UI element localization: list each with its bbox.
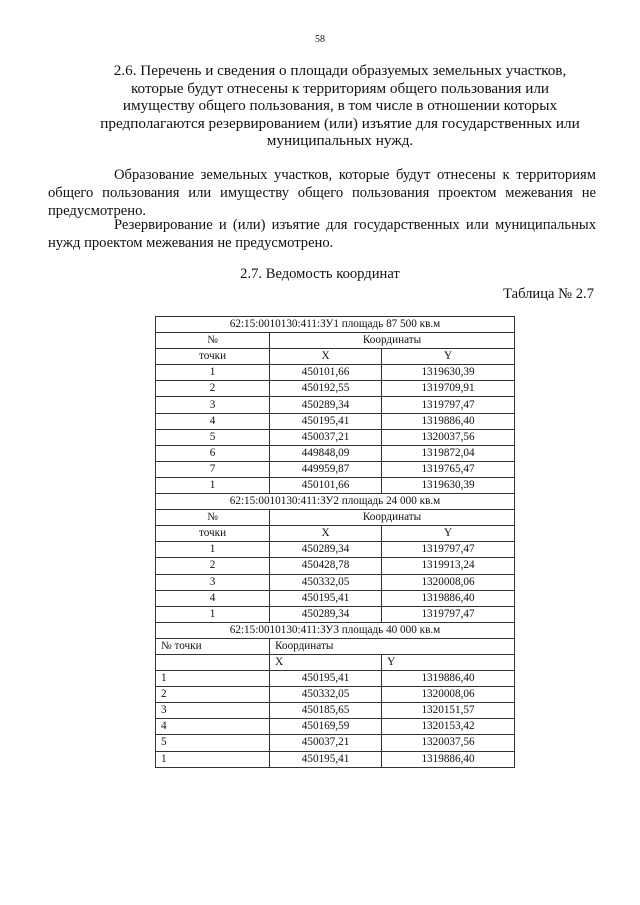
header-row <box>156 349 515 365</box>
point-number-cell: 4 <box>156 413 270 429</box>
table-row <box>156 445 515 461</box>
paragraph-formation: Образование земельных участков, которые будут отнесены к территориям общего пользования или имуществу общего пользования проектом межевания не предусмотрено. <box>48 167 596 219</box>
plot-title-row <box>156 317 515 333</box>
point-number-cell: 2 <box>156 687 270 703</box>
plot-title: 62:15:0010130:411:ЗУ1 площадь 87 500 кв.м <box>156 317 515 333</box>
table-row <box>156 703 515 719</box>
header-row <box>156 333 515 349</box>
table-row <box>156 429 515 445</box>
x-coordinate-cell: 449848,09 <box>270 445 382 461</box>
point-number-cell: 4 <box>156 590 270 606</box>
point-number-cell: 5 <box>156 429 270 445</box>
point-number-header-cont: точки <box>156 349 270 365</box>
header-row <box>156 638 515 654</box>
x-header: X <box>270 526 382 542</box>
table-row <box>156 671 515 687</box>
table-row <box>156 687 515 703</box>
x-coordinate-cell: 450192,55 <box>270 381 382 397</box>
table-label: Таблица № 2.7 <box>503 286 594 302</box>
table-row <box>156 365 515 381</box>
x-coordinate-cell: 450037,21 <box>270 429 382 445</box>
x-coordinate-cell: 450332,05 <box>270 687 382 703</box>
table-row <box>156 413 515 429</box>
x-coordinate-cell: 450185,65 <box>270 703 382 719</box>
coordinates-header: Координаты <box>270 333 515 349</box>
point-number-header: № <box>156 510 270 526</box>
table-row <box>156 558 515 574</box>
x-coordinate-cell: 450332,05 <box>270 574 382 590</box>
table-row <box>156 397 515 413</box>
plot-title-row <box>156 494 515 510</box>
x-header: X <box>270 349 382 365</box>
x-coordinate-cell: 449959,87 <box>270 461 382 477</box>
y-header: Y <box>382 654 515 670</box>
x-coordinate-cell: 450195,41 <box>270 751 382 767</box>
point-number-cell: 3 <box>156 574 270 590</box>
table-row <box>156 606 515 622</box>
y-coordinate-cell: 1320008,06 <box>382 574 515 590</box>
y-coordinate-cell: 1319886,40 <box>382 751 515 767</box>
y-coordinate-cell: 1319872,04 <box>382 445 515 461</box>
y-coordinate-cell: 1319886,40 <box>382 413 515 429</box>
point-number-cell: 1 <box>156 365 270 381</box>
plot-title-row <box>156 622 515 638</box>
x-coordinate-cell: 450195,41 <box>270 671 382 687</box>
page-number: 58 <box>315 34 325 45</box>
table-row <box>156 574 515 590</box>
coordinates-table-body <box>156 317 515 768</box>
y-coordinate-cell: 1319797,47 <box>382 397 515 413</box>
y-header: Y <box>382 349 515 365</box>
point-number-cell: 1 <box>156 671 270 687</box>
x-coordinate-cell: 450289,34 <box>270 606 382 622</box>
coordinates-header: Координаты <box>270 510 515 526</box>
x-coordinate-cell: 450101,66 <box>270 477 382 493</box>
y-coordinate-cell: 1319913,24 <box>382 558 515 574</box>
x-coordinate-cell: 450289,34 <box>270 542 382 558</box>
x-coordinate-cell: 450195,41 <box>270 590 382 606</box>
table-row <box>156 381 515 397</box>
paragraph-reservation: Резервирование и (или) изъятие для государственных или муниципальных нужд проектом межевания не предусмотрено. <box>48 217 596 251</box>
x-coordinate-cell: 450101,66 <box>270 365 382 381</box>
y-coordinate-cell: 1319886,40 <box>382 590 515 606</box>
point-number-cell: 7 <box>156 461 270 477</box>
y-coordinate-cell: 1320153,42 <box>382 719 515 735</box>
y-coordinate-cell: 1320037,56 <box>382 735 515 751</box>
point-number-cell: 5 <box>156 735 270 751</box>
x-coordinate-cell: 450428,78 <box>270 558 382 574</box>
plot-title: 62:15:0010130:411:ЗУ3 площадь 40 000 кв.м <box>156 622 515 638</box>
x-coordinate-cell: 450169,59 <box>270 719 382 735</box>
y-coordinate-cell: 1319797,47 <box>382 606 515 622</box>
table-row <box>156 590 515 606</box>
point-number-cell: 1 <box>156 751 270 767</box>
point-number-cell: 1 <box>156 477 270 493</box>
point-number-cell: 1 <box>156 606 270 622</box>
y-coordinate-cell: 1320037,56 <box>382 429 515 445</box>
point-number-cell: 6 <box>156 445 270 461</box>
y-coordinate-cell: 1319630,39 <box>382 477 515 493</box>
coordinates-table <box>155 316 515 768</box>
point-number-cell: 2 <box>156 381 270 397</box>
y-coordinate-cell: 1320151,57 <box>382 703 515 719</box>
point-number-cell: 2 <box>156 558 270 574</box>
table-row <box>156 751 515 767</box>
point-number-cell: 1 <box>156 542 270 558</box>
table-row <box>156 735 515 751</box>
header-row <box>156 654 515 670</box>
table-row <box>156 719 515 735</box>
coordinates-header: Координаты <box>270 638 515 654</box>
table-row <box>156 477 515 493</box>
point-number-header-cont <box>156 654 270 670</box>
point-number-header-cont: точки <box>156 526 270 542</box>
section-heading: 2.6. Перечень и сведения о площади образуемых земельных участков, которые будут отнесены к территориям общего пользования или имуществу общего пользования, в том числе в отношении которых предполагаются резервированием (или) изъятие для государственных или муниципальных нужд. <box>100 62 580 150</box>
header-row <box>156 526 515 542</box>
plot-title: 62:15:0010130:411:ЗУ2 площадь 24 000 кв.м <box>156 494 515 510</box>
point-number-cell: 3 <box>156 397 270 413</box>
point-number-header: № точки <box>156 638 270 654</box>
point-number-cell: 4 <box>156 719 270 735</box>
point-number-header: № <box>156 333 270 349</box>
header-row <box>156 510 515 526</box>
x-coordinate-cell: 450289,34 <box>270 397 382 413</box>
y-coordinate-cell: 1319709,91 <box>382 381 515 397</box>
table-row <box>156 461 515 477</box>
y-coordinate-cell: 1320008,06 <box>382 687 515 703</box>
y-coordinate-cell: 1319797,47 <box>382 542 515 558</box>
table-row <box>156 542 515 558</box>
coordinates-subheading: 2.7. Ведомость координат <box>240 266 400 282</box>
x-coordinate-cell: 450037,21 <box>270 735 382 751</box>
x-coordinate-cell: 450195,41 <box>270 413 382 429</box>
y-coordinate-cell: 1319630,39 <box>382 365 515 381</box>
y-coordinate-cell: 1319765,47 <box>382 461 515 477</box>
y-coordinate-cell: 1319886,40 <box>382 671 515 687</box>
x-header: X <box>270 654 382 670</box>
y-header: Y <box>382 526 515 542</box>
point-number-cell: 3 <box>156 703 270 719</box>
